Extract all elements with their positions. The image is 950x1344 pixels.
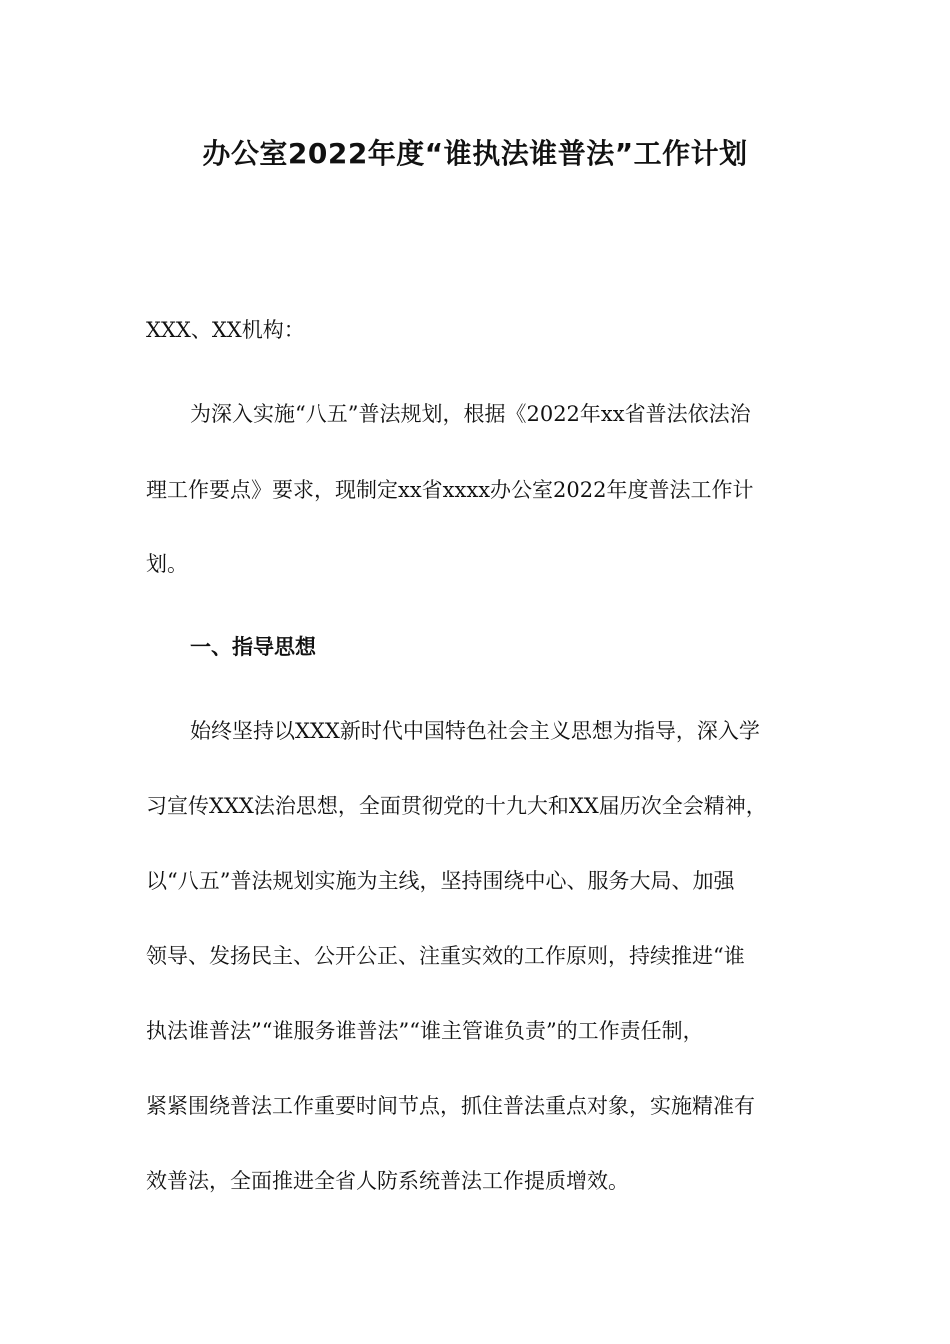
body-line: 效普法，全面推进全省人防系统普法工作提质增效。 bbox=[146, 1169, 629, 1193]
body-line: 始终坚持以XXX新时代中国特色社会主义思想为指导，深入学 bbox=[190, 719, 760, 743]
document-title: 办公室2022年度“谁执法谁普法”工作计划 bbox=[202, 137, 748, 170]
intro-line: 理工作要点》要求，现制定xx省xxxx办公室2022年度普法工作计 bbox=[146, 478, 754, 502]
body-line: 以“八五”普法规划实施为主线，坚持围绕中心、服务大局、加强 bbox=[146, 869, 735, 893]
body-line: 习宣传XXX法治思想，全面贯彻党的十九大和XX届历次全会精神， bbox=[146, 794, 767, 818]
intro-line: 为深入实施“八五”普法规划，根据《2022年xx省普法依法治 bbox=[190, 402, 751, 426]
body-line: 执法谁普法”“谁服务谁普法”“谁主管谁负责”的工作责任制， bbox=[146, 1019, 704, 1043]
salutation: XXX、XX机构： bbox=[146, 318, 305, 342]
body-line: 领导、发扬民主、公开公正、注重实效的工作原则，持续推进“谁 bbox=[146, 944, 745, 968]
body-line: 紧紧围绕普法工作重要时间节点，抓住普法重点对象，实施精准有 bbox=[146, 1094, 755, 1118]
section-heading: 一、指导思想 bbox=[190, 635, 316, 659]
intro-line: 划。 bbox=[146, 552, 188, 576]
